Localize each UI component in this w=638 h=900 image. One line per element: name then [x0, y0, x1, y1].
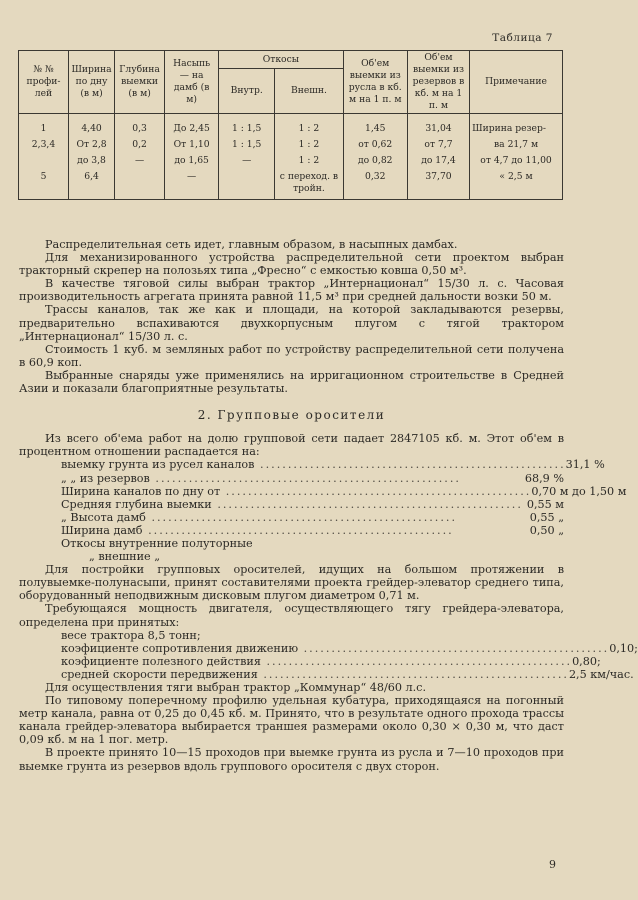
body-text: [19, 238, 638, 773]
cell-volume-channel: до 0,82: [343, 153, 407, 169]
table-row: [19, 153, 563, 169]
cell-dam: —: [165, 169, 219, 200]
list-item: „ „ из резервов ....................................................... 68,9 %: [61, 471, 564, 485]
cell-volume-reserve: до 17,4: [407, 153, 469, 169]
list-item: Средняя глубина выемки ....................................................... 0,55 м: [61, 497, 564, 511]
page-number: 9: [549, 858, 556, 871]
cell-no: 5: [19, 169, 69, 200]
list-item: Ширина дамб ....................................................... 0,50 „: [61, 523, 564, 537]
table-title: Таблица 7: [492, 32, 553, 44]
cell-slope-out: 1 : 2: [275, 153, 343, 169]
cell-volume-reserve: 31,04: [407, 114, 469, 138]
header-width-bottom: Ширина по дну (в м): [68, 51, 114, 114]
cell-no: 1: [19, 114, 69, 138]
cell-depth: [115, 169, 165, 200]
section-heading: 2. Групповые оросители: [197, 408, 386, 423]
list-item: „ Высота дамб ....................................................... 0,55 „: [61, 510, 564, 524]
paragraph: Из всего об'ема работ на долю групповой сети падает 2847105 кб. м. Этот об'ем в процентном отношении распадается на:: [19, 432, 564, 459]
list-item: Откосы внутренние полуторные: [61, 536, 253, 550]
header-no: № № профи- лей: [19, 51, 69, 114]
paragraph: Требующаяся мощность двигателя, осуществляющего тягу грейдера-элеватора, определена при принятых:: [19, 602, 564, 629]
cell-slope-out: 1 : 2: [275, 137, 343, 153]
cell-depth: 0,3: [115, 114, 165, 138]
cell-dam: До 2,45: [165, 114, 219, 138]
list-item: весе трактора 8,5 тонн;: [61, 628, 201, 642]
header-volume-reserve: Об'ем выемки из резервов в кб. м на 1 п. м: [407, 51, 469, 114]
cell-width: 6,4: [68, 169, 114, 200]
paragraph: В качестве тяговой силы выбран трактор „Интернационал“ 15/30 л. с. Часовая производительность агрегата принята равной 11,5 м³ при средней дальности возки 50 м.: [19, 277, 564, 304]
table-row: [19, 169, 563, 200]
list-item: выемку грунта из русел каналов ....................................................... 31,1 %: [61, 458, 605, 472]
cell-volume-reserve: 37,70: [407, 169, 469, 200]
paragraph: Для механизированного устройства распределительной сети проектом выбран тракторный скрепер на полозьях типа „Фресно“ с емкостью ковша 0,50 м³.: [19, 251, 564, 278]
table-row: [19, 114, 563, 138]
cell-volume-channel: 1,45: [343, 114, 407, 138]
header-dam-height: Насыпь — на дамб (в м): [165, 51, 219, 114]
paragraph: Для постройки групповых оросителей, идущих на большом протяжении в полувыемке-полунасыпи, принят составителями проекта грейдер-элеватор среднего типа, оборудованный неподвижным дисковым плугом диаметром 0,71 м.: [19, 563, 564, 603]
cell-slope-in: [219, 169, 275, 200]
header-depth: Глубина выемки (в м): [115, 51, 165, 114]
list-item: коэфициенте полезного действия ....................................................... 0,80;: [61, 654, 601, 668]
list-item: средней скорости передвижения ....................................................... 2,5 км/час.: [61, 667, 634, 681]
list-item: „ внешние „: [89, 550, 161, 564]
cell-depth: —: [115, 153, 165, 169]
paragraph: Для осуществления тяги выбран трактор „Коммунар“ 48/60 л.с.: [45, 681, 427, 694]
list-item: Ширина каналов по дну от ....................................................... 0,70 м до 1,50 м: [61, 484, 627, 498]
cell-width: 4,40: [68, 114, 114, 138]
cell-slope-out: 1 : 2: [275, 114, 343, 138]
cell-volume-channel: от 0,62: [343, 137, 407, 153]
cell-volume-channel: 0,32: [343, 169, 407, 200]
paragraph: По типовому поперечному профилю удельная кубатура, приходящаяся на погонный метр канала, равна от 0,25 до 0,45 кб. м. Принято, что в результате одного прохода трассы канала грейдер-элеватора выбирается траншея размерами около 0,30 × 0,30 м, что даст 0,09 кб. м на 1 пог. метр.: [19, 694, 564, 747]
cell-no: [19, 153, 69, 169]
cell-note: от 4,7 до 11,00: [470, 153, 563, 169]
cell-volume-reserve: от 7,7: [407, 137, 469, 153]
cell-slope-in: 1 : 1,5: [219, 137, 275, 153]
cell-note: ва 21,7 м: [470, 137, 563, 153]
paragraph: В проекте принято 10—15 проходов при выемке грунта из русла и 7—10 проходов при выемке грунта из резервов вдоль группового оросителя с двух сторон.: [19, 746, 564, 773]
paragraph: Выбранные снаряды уже применялись на ирригационном строительстве в Средней Азии и показали благоприятные результаты.: [19, 368, 564, 396]
cell-note: Ширина резер-: [470, 114, 563, 138]
header-slope-in: Внутр.: [219, 69, 275, 114]
paragraph: Распределительная сеть идет, главным образом, в насыпных дамбах.: [45, 238, 458, 251]
paragraph: Стоимость 1 куб. м земляных работ по устройству распределительной сети получена в 60,9 коп.: [19, 342, 564, 369]
cell-depth: 0,2: [115, 137, 165, 153]
cell-dam: до 1,65: [165, 153, 219, 169]
header-slope-out: Внешн.: [275, 69, 343, 114]
table-row: [19, 137, 563, 153]
cell-slope-in: —: [219, 153, 275, 169]
cell-note: « 2,5 м: [470, 169, 563, 200]
header-slopes: Откосы: [219, 51, 343, 69]
cell-dam: От 1,10: [165, 137, 219, 153]
cell-slope-out: с переход. в тройн.: [275, 169, 343, 200]
cell-no: 2,3,4: [19, 137, 69, 153]
list-item: коэфициенте сопротивления движению ....................................................... 0,10;: [61, 641, 638, 655]
cell-width: От 2,8: [68, 137, 114, 153]
paragraph: Трассы каналов, так же как и площади, на которой закладываются резервы, предварительно вспахиваются двухкорпусным плугом с тягой трактором „Интернационал“ 15/30 л. с.: [19, 303, 564, 343]
header-volume-channel: Об'ем выемки из русла в кб. м на 1 п. м: [343, 51, 407, 114]
cell-slope-in: 1 : 1,5: [219, 114, 275, 138]
data-table: [18, 50, 563, 200]
header-note: Примечание: [470, 51, 563, 114]
cell-width: до 3,8: [68, 153, 114, 169]
